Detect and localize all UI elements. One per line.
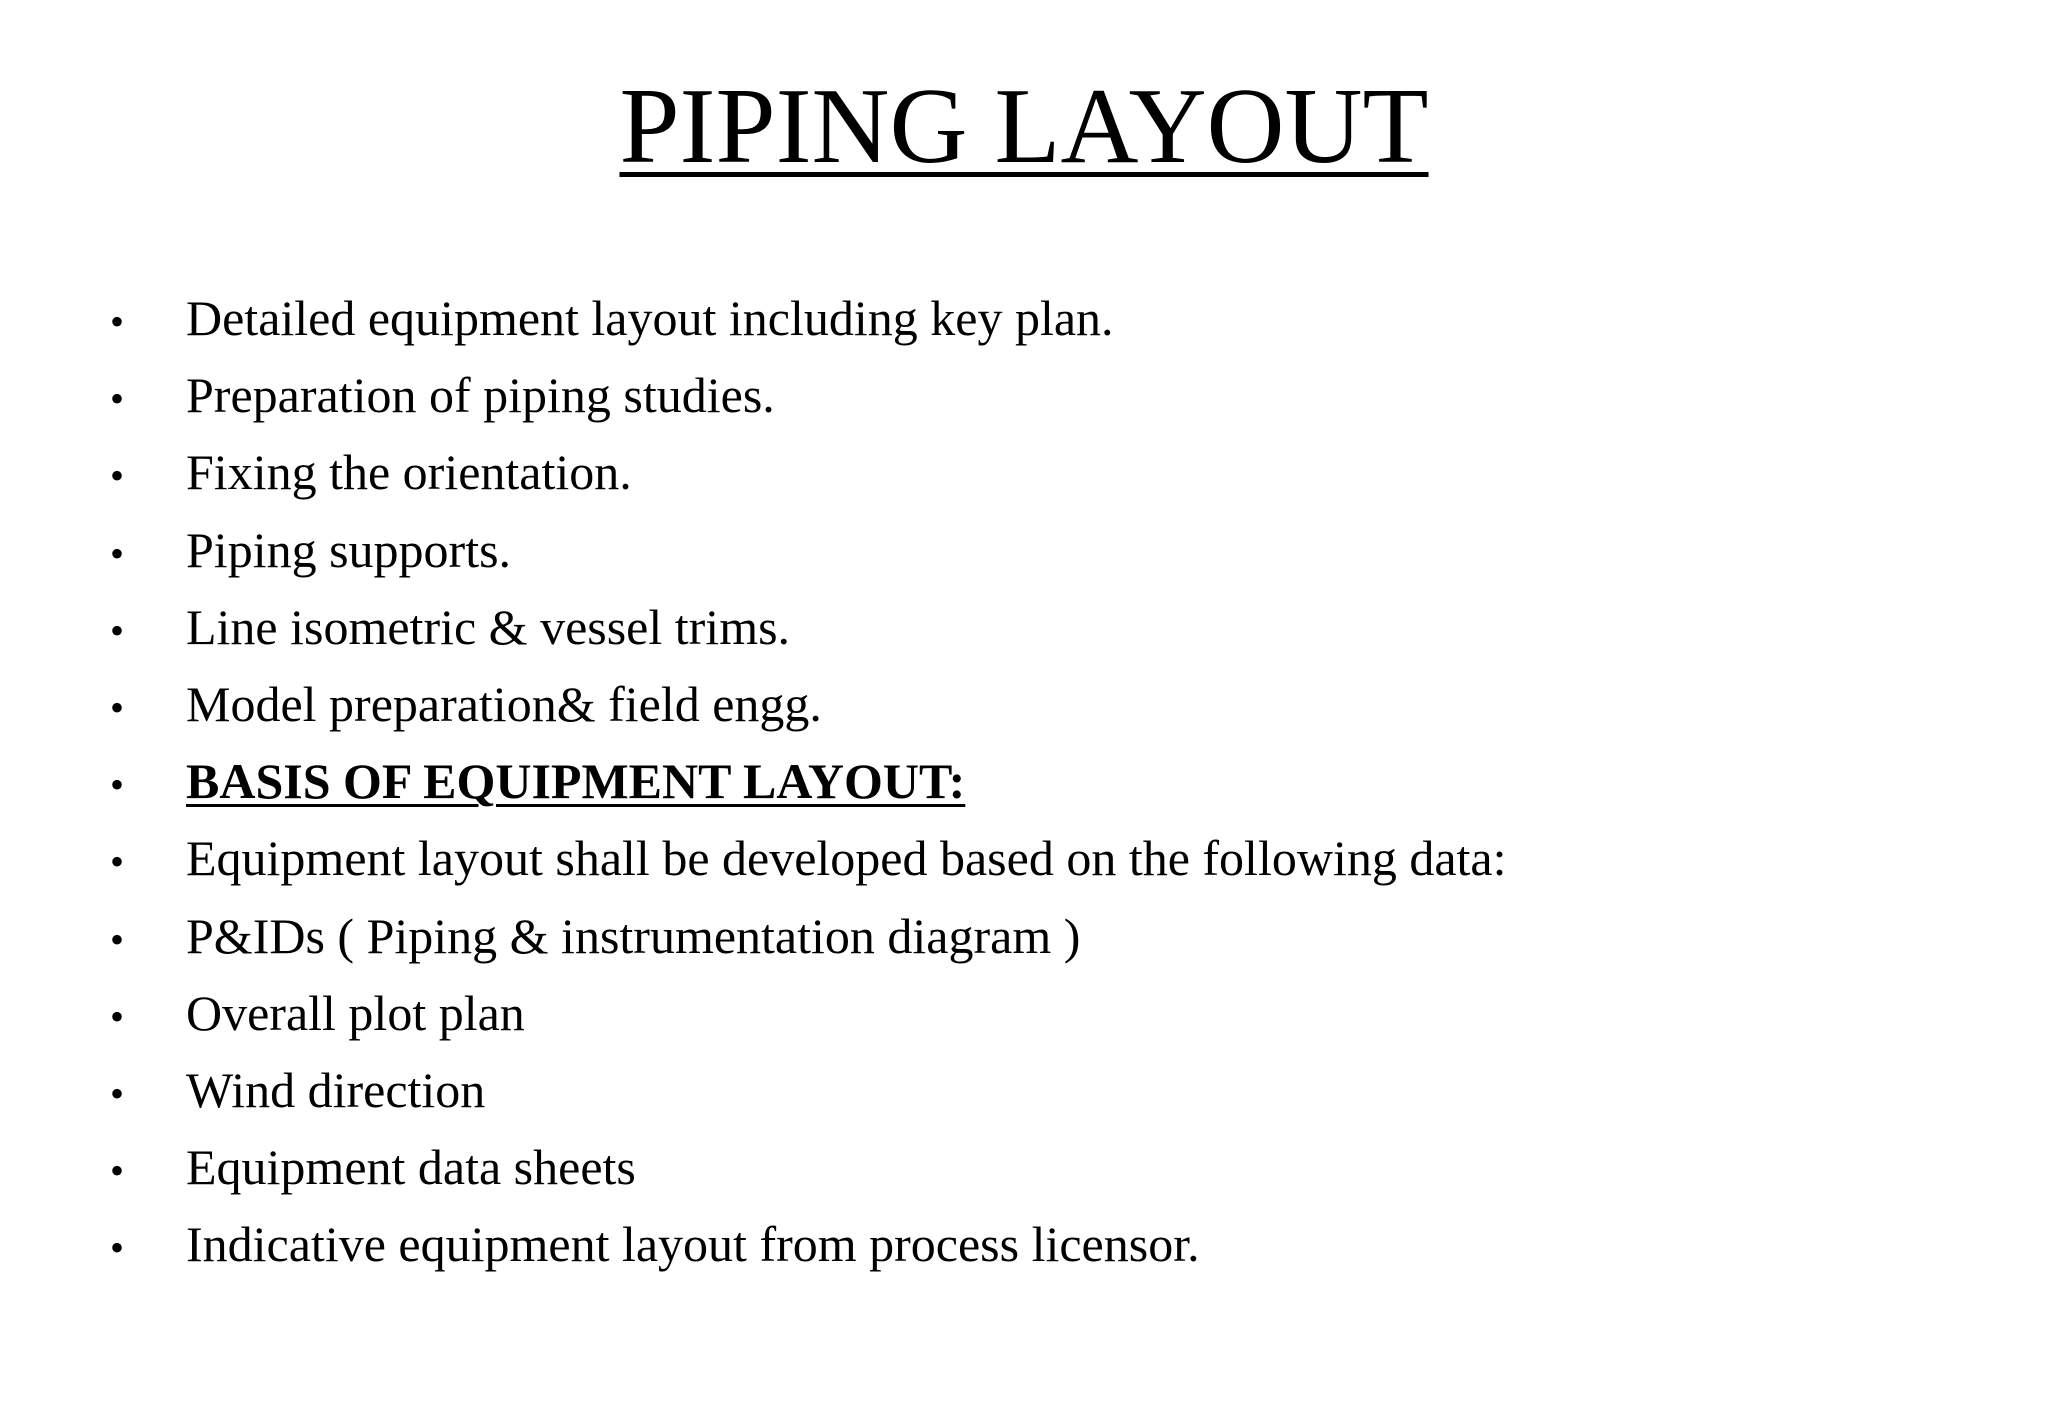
list-item-heading [110,743,1507,820]
list-item-text: Wind direction [186,1061,486,1118]
list-item [110,666,1507,743]
list-item [110,898,1507,975]
bullet-list [110,280,1507,1283]
list-item [110,975,1507,1052]
slide-title [0,62,2048,192]
bullet-icon: • [110,607,125,653]
list-item-text: Equipment data sheets [186,1139,636,1196]
list-item-text: Indicative equipment layout from process licensor. [186,1216,1200,1273]
list-item [110,1206,1507,1283]
list-item [110,589,1507,666]
bullet-icon: • [110,1148,125,1194]
list-item-text: Line isometric & vessel trims. [186,598,791,655]
bullet-icon: • [110,530,125,576]
list-item-text: Overall plot plan [186,984,525,1041]
bullet-icon: • [110,839,125,885]
bullet-icon: • [110,299,125,344]
list-item-text: Fixing the orientation. [186,444,632,501]
bullet-icon: • [110,453,125,499]
bullet-icon: • [110,916,125,962]
list-item-text: Equipment layout shall be developed based on the following data: [186,830,1507,887]
bullet-icon: • [110,1225,125,1271]
list-item [110,820,1507,897]
list-item-text: Detailed equipment layout including key plan. [186,290,1114,346]
list-item [110,1052,1507,1129]
list-item-text: P&IDs ( Piping & instrumentation diagram ) [186,907,1081,964]
slide-title-text: PIPING LAYOUT [619,67,1429,186]
section-heading: BASIS OF EQUIPMENT LAYOUT: [186,753,966,810]
bullet-icon: • [110,684,125,730]
list-item [110,280,1507,357]
bullet-icon: • [110,993,125,1039]
list-item [110,357,1507,434]
list-item-text: Preparation of piping studies. [186,367,775,424]
list-item-text: Piping supports. [186,521,512,578]
list-item [110,434,1507,511]
bullet-icon: • [110,762,125,808]
bullet-icon: • [110,1070,125,1116]
bullet-icon: • [110,376,125,422]
list-item-text: Model preparation& field engg. [186,675,822,732]
list-item [110,1129,1507,1206]
list-item [110,512,1507,589]
